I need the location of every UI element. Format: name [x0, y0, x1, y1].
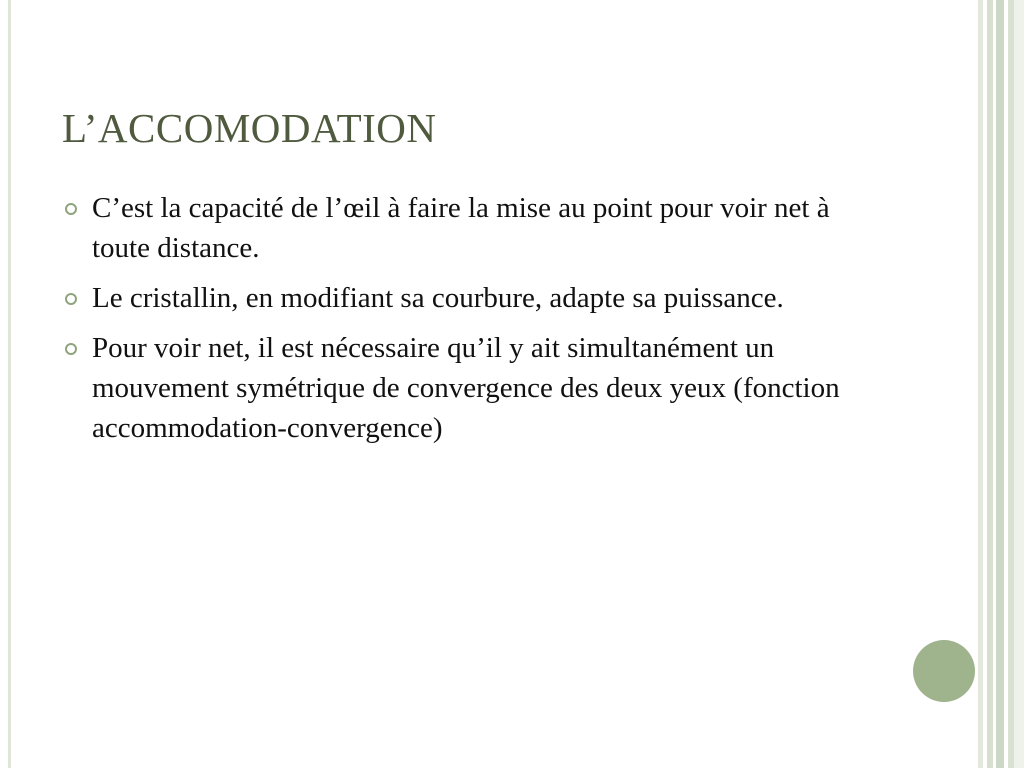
- left-frame-line: [8, 0, 11, 768]
- hollow-circle-bullet-icon: [65, 343, 77, 355]
- bullet-text: C’est la capacité de l’œil à faire la mise au point pour voir net à toute distance.: [92, 192, 830, 264]
- bullet-item: [62, 188, 892, 268]
- slide-title: L’ACCOMODATION: [62, 105, 437, 151]
- right-decorative-stripe: [1014, 0, 1024, 768]
- hollow-circle-bullet-icon: [65, 293, 77, 305]
- decorative-circle: [913, 640, 975, 702]
- bullet-text: Le cristallin, en modifiant sa courbure, adapte sa puissance.: [92, 282, 784, 314]
- bullet-item: [62, 278, 892, 318]
- right-decorative-stripe: [996, 0, 1004, 768]
- bullet-list: [62, 188, 892, 458]
- bullet-text: Pour voir net, il est nécessaire qu’il y ait simultanément un mouvement symétrique de convergence des deux yeux (fonction accommodation-convergence): [92, 332, 840, 444]
- bullet-item: [62, 328, 892, 448]
- hollow-circle-bullet-icon: [65, 203, 77, 215]
